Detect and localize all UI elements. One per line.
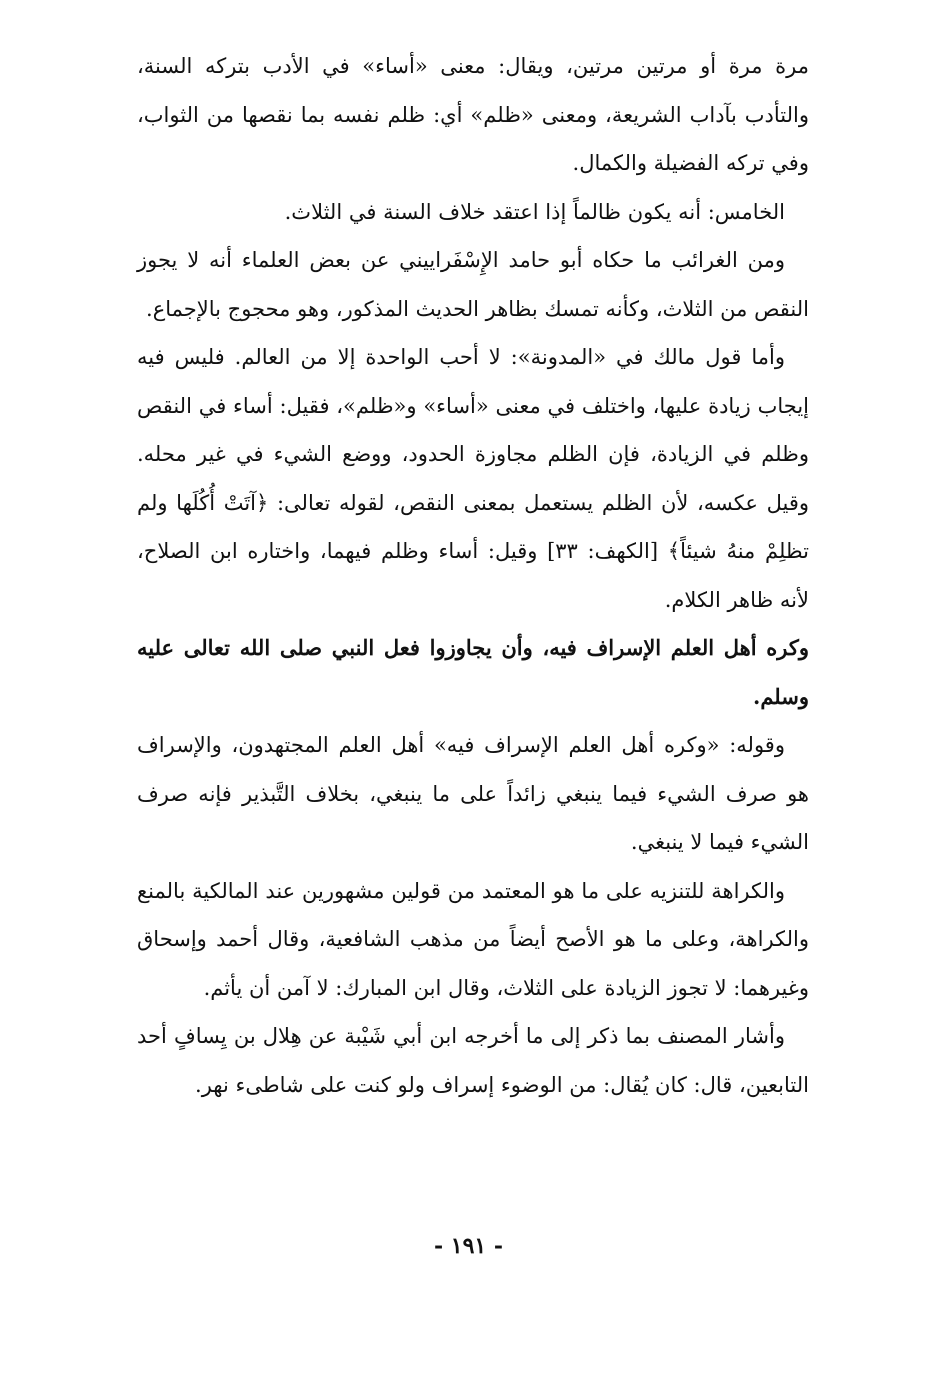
page-number: - ١٩١ - bbox=[433, 1233, 504, 1259]
paragraph-3: ومن الغرائب ما حكاه أبو حامد الإِسْفَراييني عن بعض العلماء أنه لا يجوز النقص من الثلاث، وكأنه تمسك بظاهر الحديث المذكور، وهو محجوج بالإجماع. bbox=[137, 248, 809, 321]
paragraph-7: والكراهة للتنزيه على ما هو المعتمد من قولين مشهورين عند المالكية بالمنع والكراهة، وعلى ما هو الأصح أيضاً من مذهب الشافعية، وقال أحمد وإسحاق وغيرهما: لا تجوز الزيادة على الثلاث، وقال ابن المبارك: لا آمن أن يأثم. bbox=[137, 878, 809, 1000]
paragraph-4: وأما قول مالك في «المدونة»: لا أحب الواحدة إلا من العالم. فليس فيه إيجاب زيادة عليها، واختلف في معنى «أساء» و«ظلم»، فقيل: أساء في النقص وظلم في الزيادة، فإن الظلم مجاوزة الحدود، ووضع الشيء في غير محله. وقيل عكسه، لأن الظلم يستعمل بمعنى النقص، لقوله تعالى: ﴿آتَتْ أُكُلَها ولم تظلِمْ منهُ شيئاً﴾ [الكهف: ٣٣] وقيل: أساء وظلم فيهما، واختاره ابن الصلاح، لأنه ظاهر الكلام. bbox=[137, 345, 809, 612]
paragraph-2: الخامس: أنه يكون ظالماً إذا اعتقد خلاف السنة في الثلاث. bbox=[284, 199, 785, 224]
paragraph-8: وأشار المصنف بما ذكر إلى ما أخرجه ابن أبي شَيْبة عن هِلال بن يِسافٍ أحد التابعين، قال: كان يُقال: من الوضوء إسراف ولو كنت على شاطىء نهر. bbox=[137, 1024, 809, 1097]
page-body bbox=[137, 42, 809, 1109]
paragraph-5-matn: وكره أهل العلم الإسراف فيه، وأن يجاوزوا فعل النبي صلى الله تعالى عليه وسلم. bbox=[137, 635, 809, 709]
paragraph-1: مرة مرة أو مرتين مرتين، ويقال: معنى «أساء» في الأدب بتركه السنة، والتأدب بآداب الشريعة، ومعنى «ظلم» أي: ظلم نفسه بما نقصها من الثواب، وفي تركه الفضيلة والكمال. bbox=[137, 54, 809, 175]
paragraph-6: وقوله: «وكره أهل العلم الإسراف فيه» أهل العلم المجتهدون، والإسراف هو صرف الشيء فيما ينبغي زائداً على ما ينبغي، بخلاف التَّبذير فإنه صرف الشيء فيما لا ينبغي. bbox=[137, 733, 809, 854]
